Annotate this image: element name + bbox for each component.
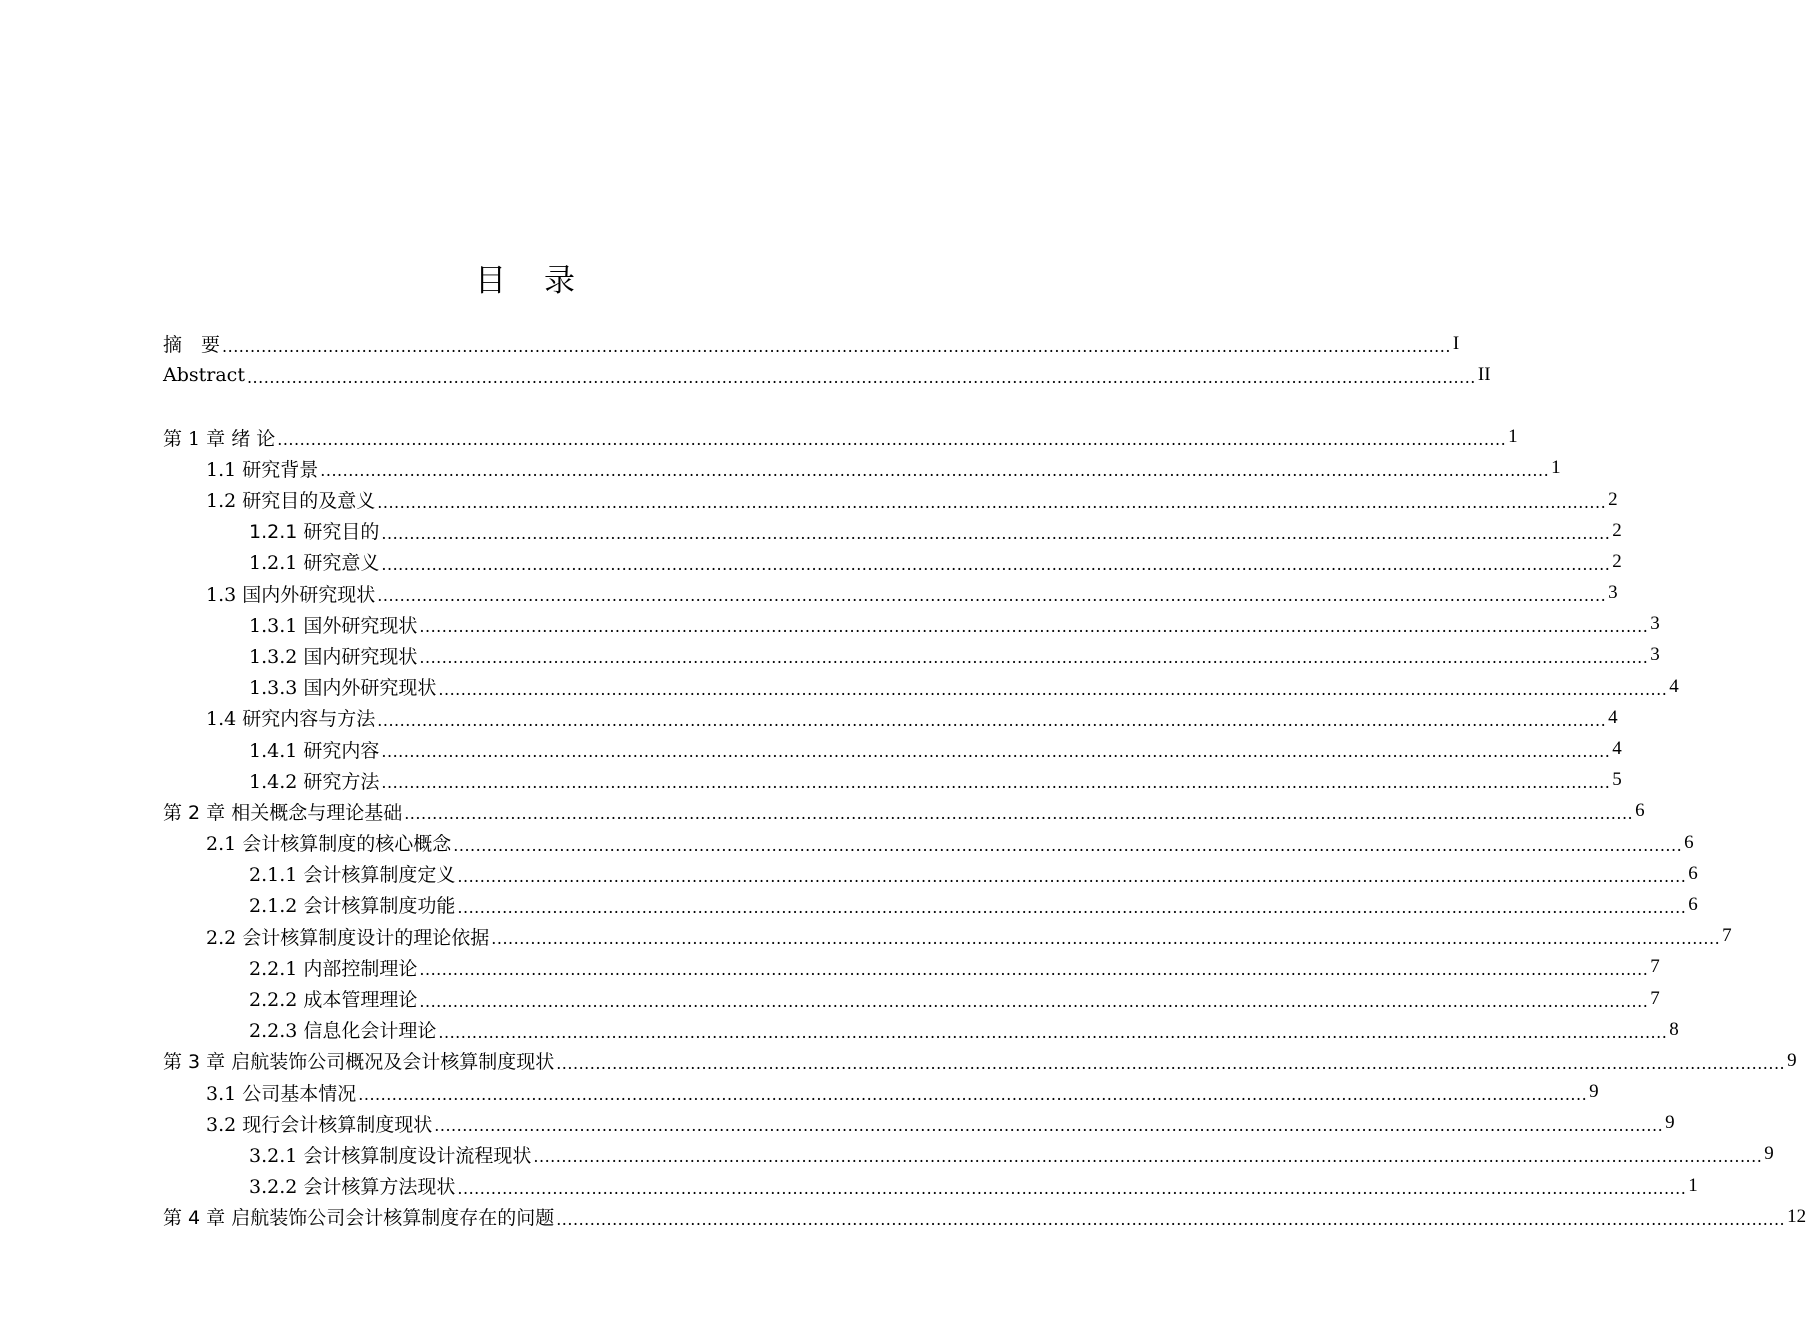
- toc-entry-title: 3.2.1 会计核算制度设计流程现状: [249, 1144, 532, 1167]
- toc-page-number: 1: [1688, 1174, 1698, 1196]
- toc-entry-title: 1.4.2 研究方法: [249, 770, 380, 793]
- toc-entry-title: 第 4 章 启航装饰公司会计核算制度存在的问题: [163, 1207, 555, 1230]
- toc-entry-title: 2.2.1 内部控制理论: [249, 957, 418, 980]
- toc-entry[interactable]: [163, 1139, 1774, 1170]
- toc-page-number: 7: [1722, 925, 1732, 947]
- toc-page-number: 3: [1608, 582, 1618, 604]
- toc-page-number: 4: [1612, 738, 1622, 760]
- toc-leader-dots: ............................................................................................................................................................................................................................: [457, 897, 1687, 917]
- toc-entry-title: 1.3.1 国外研究现状: [249, 614, 418, 637]
- toc-leader-dots: ............................................................................................................................................................................................................................: [556, 1209, 1786, 1229]
- toc-page-number: 1: [1508, 426, 1518, 448]
- toc-leader-dots: ............................................................................................................................................................................................................................: [438, 679, 1668, 699]
- toc-entry-title: 2.1.2 会计核算制度功能: [249, 895, 456, 918]
- toc-leader-dots: ............................................................................................................................................................................................................................: [419, 960, 1649, 980]
- toc-leader-dots: ............................................................................................................................................................................................................................: [320, 461, 1550, 481]
- toc-leader-dots: ............................................................................................................................................................................................................................: [358, 1085, 1588, 1105]
- toc-page-number: 3: [1650, 644, 1660, 666]
- toc-entry-title: 2.2 会计核算制度设计的理论依据: [206, 926, 490, 949]
- toc-page-number: 9: [1589, 1081, 1599, 1103]
- toc-entry[interactable]: [163, 827, 1694, 858]
- toc-entry-title: 2.2.2 成本管理理论: [249, 989, 418, 1012]
- page-title: [0, 255, 1050, 300]
- toc-leader-dots: ............................................................................................................................................................................................................................: [381, 773, 1611, 793]
- toc-entry-title: 第 1 章 绪 论: [163, 427, 276, 450]
- toc-leader-dots: ............................................................................................................................................................................................................................: [277, 430, 1507, 450]
- page-title-char-1: 目: [475, 263, 506, 299]
- toc-entry[interactable]: [163, 671, 1679, 702]
- toc-leader-dots: ............................................................................................................................................................................................................................: [377, 710, 1607, 730]
- toc-entry-title: 摘 要: [163, 334, 221, 357]
- toc-entry-title: 1.2.1 研究意义: [249, 552, 380, 575]
- toc-page-number: 7: [1650, 956, 1660, 978]
- toc-entry-title: 3.2 现行会计核算制度现状: [206, 1113, 433, 1136]
- toc-entry[interactable]: [163, 422, 1518, 453]
- toc-leader-dots: ............................................................................................................................................................................................................................: [556, 1053, 1786, 1073]
- toc-entry-title: 2.1 会计核算制度的核心概念: [206, 833, 452, 856]
- toc-page-number: 3: [1650, 613, 1660, 635]
- toc-page-number: 2: [1612, 519, 1622, 541]
- toc-leader-dots: ............................................................................................................................................................................................................................: [457, 1178, 1687, 1198]
- toc-page-number: 6: [1635, 800, 1645, 822]
- toc-entry-title: 3.1 公司基本情况: [206, 1082, 357, 1105]
- toc-entry[interactable]: [163, 858, 1698, 889]
- toc-leader-dots: ............................................................................................................................................................................................................................: [377, 586, 1607, 606]
- toc-leader-dots: ............................................................................................................................................................................................................................: [419, 991, 1649, 1011]
- toc-entry[interactable]: [163, 1045, 1797, 1076]
- toc-page-number: 8: [1669, 1018, 1679, 1040]
- toc-page-number: 9: [1665, 1112, 1675, 1134]
- toc-entry-title: Abstract: [163, 363, 245, 386]
- toc-leader-dots: ............................................................................................................................................................................................................................: [404, 804, 1634, 824]
- toc-page-number: 2: [1612, 550, 1622, 572]
- toc-entry-title: 2.2.3 信息化会计理论: [249, 1020, 437, 1043]
- toc-page-number: 1: [1551, 457, 1561, 479]
- toc-leader-dots: ............................................................................................................................................................................................................................: [381, 523, 1611, 543]
- toc-spacer: [163, 390, 863, 421]
- toc-entry-title: 2.1.1 会计核算制度定义: [249, 864, 456, 887]
- toc-entry-title: 1.3.3 国内外研究现状: [249, 677, 437, 700]
- table-of-contents: [163, 328, 1806, 1232]
- toc-page-number: 2: [1608, 488, 1618, 510]
- toc-page-number: 9: [1764, 1143, 1774, 1165]
- toc-entry[interactable]: [163, 453, 1561, 484]
- toc-leader-dots: ............................................................................................................................................................................................................................: [491, 929, 1721, 949]
- toc-entry-title: 第 3 章 启航装饰公司概况及会计核算制度现状: [163, 1051, 555, 1074]
- toc-entry[interactable]: [163, 1077, 1599, 1108]
- toc-entry[interactable]: [163, 1108, 1675, 1139]
- toc-page-number: 7: [1650, 987, 1660, 1009]
- toc-page-number: 9: [1787, 1049, 1797, 1071]
- toc-page-number: I: [1452, 332, 1460, 354]
- toc-leader-dots: ............................................................................................................................................................................................................................: [381, 742, 1611, 762]
- toc-entry-title: 1.4 研究内容与方法: [206, 708, 376, 731]
- toc-leader-dots: ............................................................................................................................................................................................................................: [377, 492, 1607, 512]
- toc-page-number: 5: [1612, 769, 1622, 791]
- toc-page-number: 4: [1608, 706, 1618, 728]
- toc-entry[interactable]: [163, 1014, 1679, 1045]
- toc-entry-title: 1.3 国内外研究现状: [206, 583, 376, 606]
- toc-entry-title: 1.3.2 国内研究现状: [249, 645, 418, 668]
- toc-entry-title: 1.2.1 研究目的: [249, 521, 380, 544]
- toc-entry[interactable]: [163, 796, 1645, 827]
- toc-entry-title: 第 2 章 相关概念与理论基础: [163, 801, 403, 824]
- toc-entry-title: 1.2 研究目的及意义: [206, 490, 376, 513]
- toc-entry-title: 3.2.2 会计核算方法现状: [249, 1176, 456, 1199]
- toc-page-number: 6: [1688, 893, 1698, 915]
- page-title-char-2: 录: [544, 263, 575, 299]
- toc-leader-dots: ............................................................................................................................................................................................................................: [246, 367, 1476, 387]
- toc-entry-title: 1.1 研究背景: [206, 458, 319, 481]
- toc-leader-dots: ............................................................................................................................................................................................................................: [533, 1147, 1763, 1167]
- toc-leader-dots: ............................................................................................................................................................................................................................: [453, 835, 1683, 855]
- toc-entry[interactable]: [163, 889, 1698, 920]
- toc-entry[interactable]: [163, 609, 1660, 640]
- toc-entry[interactable]: [163, 640, 1660, 671]
- toc-entry[interactable]: [163, 1170, 1698, 1201]
- toc-leader-dots: ............................................................................................................................................................................................................................: [381, 554, 1611, 574]
- toc-page-number: 4: [1669, 675, 1679, 697]
- toc-entry[interactable]: [163, 515, 1622, 546]
- toc-leader-dots: ............................................................................................................................................................................................................................: [222, 336, 1451, 356]
- toc-page-number: II: [1477, 363, 1491, 385]
- toc-leader-dots: ............................................................................................................................................................................................................................: [419, 617, 1649, 637]
- toc-entry[interactable]: [163, 484, 1618, 515]
- toc-leader-dots: ............................................................................................................................................................................................................................: [419, 648, 1649, 668]
- toc-leader-dots: ............................................................................................................................................................................................................................: [438, 1022, 1668, 1042]
- toc-page-number: 6: [1688, 862, 1698, 884]
- toc-entry-title: 1.4.1 研究内容: [249, 739, 380, 762]
- toc-entry[interactable]: [163, 702, 1618, 733]
- toc-entry[interactable]: [163, 921, 1732, 952]
- toc-page-number: 6: [1684, 831, 1694, 853]
- toc-entry[interactable]: [163, 983, 1660, 1014]
- toc-page-number: 12: [1787, 1205, 1806, 1227]
- toc-entry[interactable]: [163, 359, 1491, 390]
- toc-entry[interactable]: [163, 1201, 1806, 1232]
- toc-entry[interactable]: [163, 546, 1622, 577]
- toc-entry[interactable]: [163, 733, 1622, 764]
- toc-leader-dots: ............................................................................................................................................................................................................................: [434, 1116, 1664, 1136]
- toc-leader-dots: ............................................................................................................................................................................................................................: [457, 866, 1687, 886]
- toc-entry[interactable]: [163, 765, 1622, 796]
- toc-entry[interactable]: [163, 578, 1618, 609]
- toc-entry[interactable]: [163, 952, 1660, 983]
- toc-entry[interactable]: [163, 328, 1460, 359]
